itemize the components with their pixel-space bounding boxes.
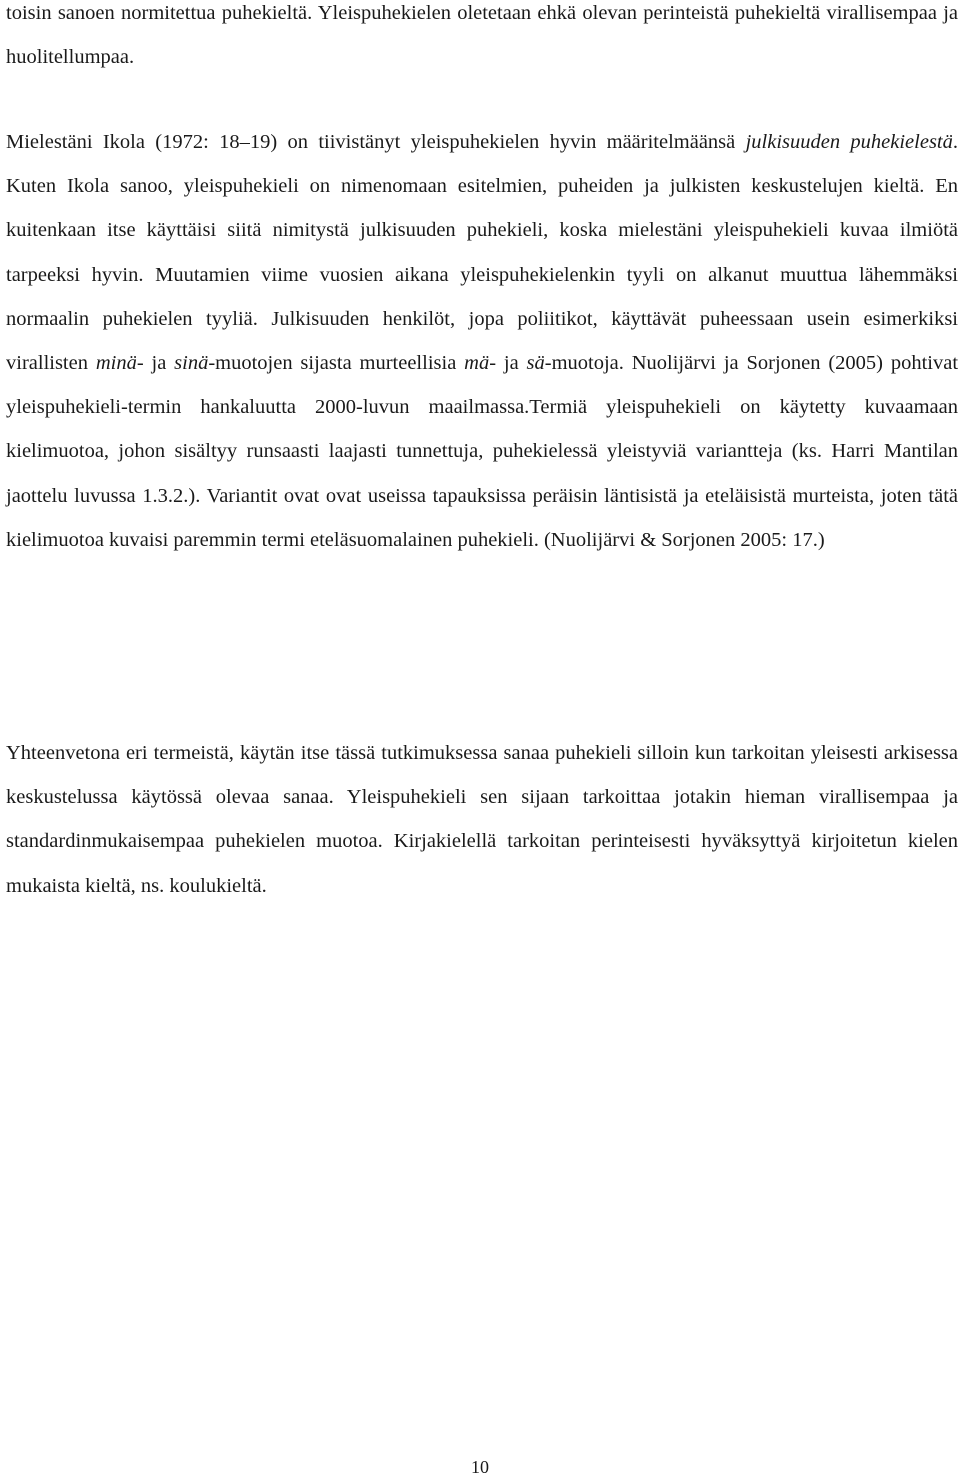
paragraph-3-text: Yhteenvetona eri termeistä, käytän itse tässä tutkimuksessa sanaa puhekieli silloin kun tarkoitan yleisesti arkisessa keskustelussa käytössä olevaa sanaa. Yleispuhekieli sen sijaan tarkoittaa jotakin hieman virallisempaa ja standardinmukaisempaa puhekielen muotoa. Kirjakielellä tarkoitan perinteisesti hyväksyttyä kirjoitetun kielen mukaista kieltä, ns. koulukieltä. [6, 742, 958, 897]
paragraph-2-text-4: -muotojen sijasta murteellisia [208, 352, 465, 375]
paragraph-2-text-1: Mielestäni Ikola (1972: 18–19) on tiivistänyt yleispuhekielen hyvin määritelmäänsä [6, 131, 746, 153]
paragraph-3 [6, 731, 958, 908]
italic-mina: minä- [95, 352, 144, 375]
paragraph-2-text-6: -muotoja. Nuolijärvi ja Sorjonen (2005) pohtivat yleispuhekieli-termin hankaluutta 2000-luvun maailmassa.Termiä yleispuhekieli on käytetty kuvaamaan kielimuotoa, johon sisältyy runsaasti laajasti tunnettuja, puhekielessä yleistyviä variantteja (ks. Harri Mantilan jaottelu luvussa 1.3.2.). Variantit ovat ovat useissa tapauksissa peräisin läntisistä ja eteläisistä murteista, joten tätä kielimuotoa kuvaisi paremmin termi eteläsuomalainen puhekieli. (Nuolijärvi & Sorjonen 2005: 17.) [6, 352, 959, 551]
page-number: 10 [471, 1457, 489, 1477]
paragraph-2-text-3: ja [143, 352, 175, 375]
italic-sa: sä [526, 352, 545, 375]
paragraph-1 [6, 0, 958, 79]
paragraph-2 [6, 120, 958, 562]
italic-ma: mä- [464, 352, 497, 375]
paragraph-1-text: toisin sanoen normitettua puhekieltä. Yleispuhekielen oletetaan ehkä olevan perinteistä puhekieltä virallisempaa ja huolitellumpaa. [6, 2, 958, 69]
paragraph-2-italic-term: julkisuuden puhekielestä [745, 131, 953, 153]
paragraph-2-text-2: . Kuten Ikola sanoo, yleispuhekieli on nimenomaan esitelmien, puheiden ja julkisten keskustelujen kieltä. En kuitenkaan itse käyttäisi siitä nimitystä julkisuuden puhekieli, koska mielestäni yleispuhekieli kuvaa ilmiötä tarpeeksi hyvin. Muutamien viime vuosien aikana yleispuhekielenkin tyyli on alkanut muuttua lähemmäksi normaalin puhekielen tyyliä. Julkisuuden henkilöt, jopa poliitikot, käyttävät puheessaan usein esimerkiksi virallisten [6, 131, 958, 375]
italic-sina: sinä [174, 352, 209, 375]
paragraph-2-text-5: ja [496, 352, 527, 375]
